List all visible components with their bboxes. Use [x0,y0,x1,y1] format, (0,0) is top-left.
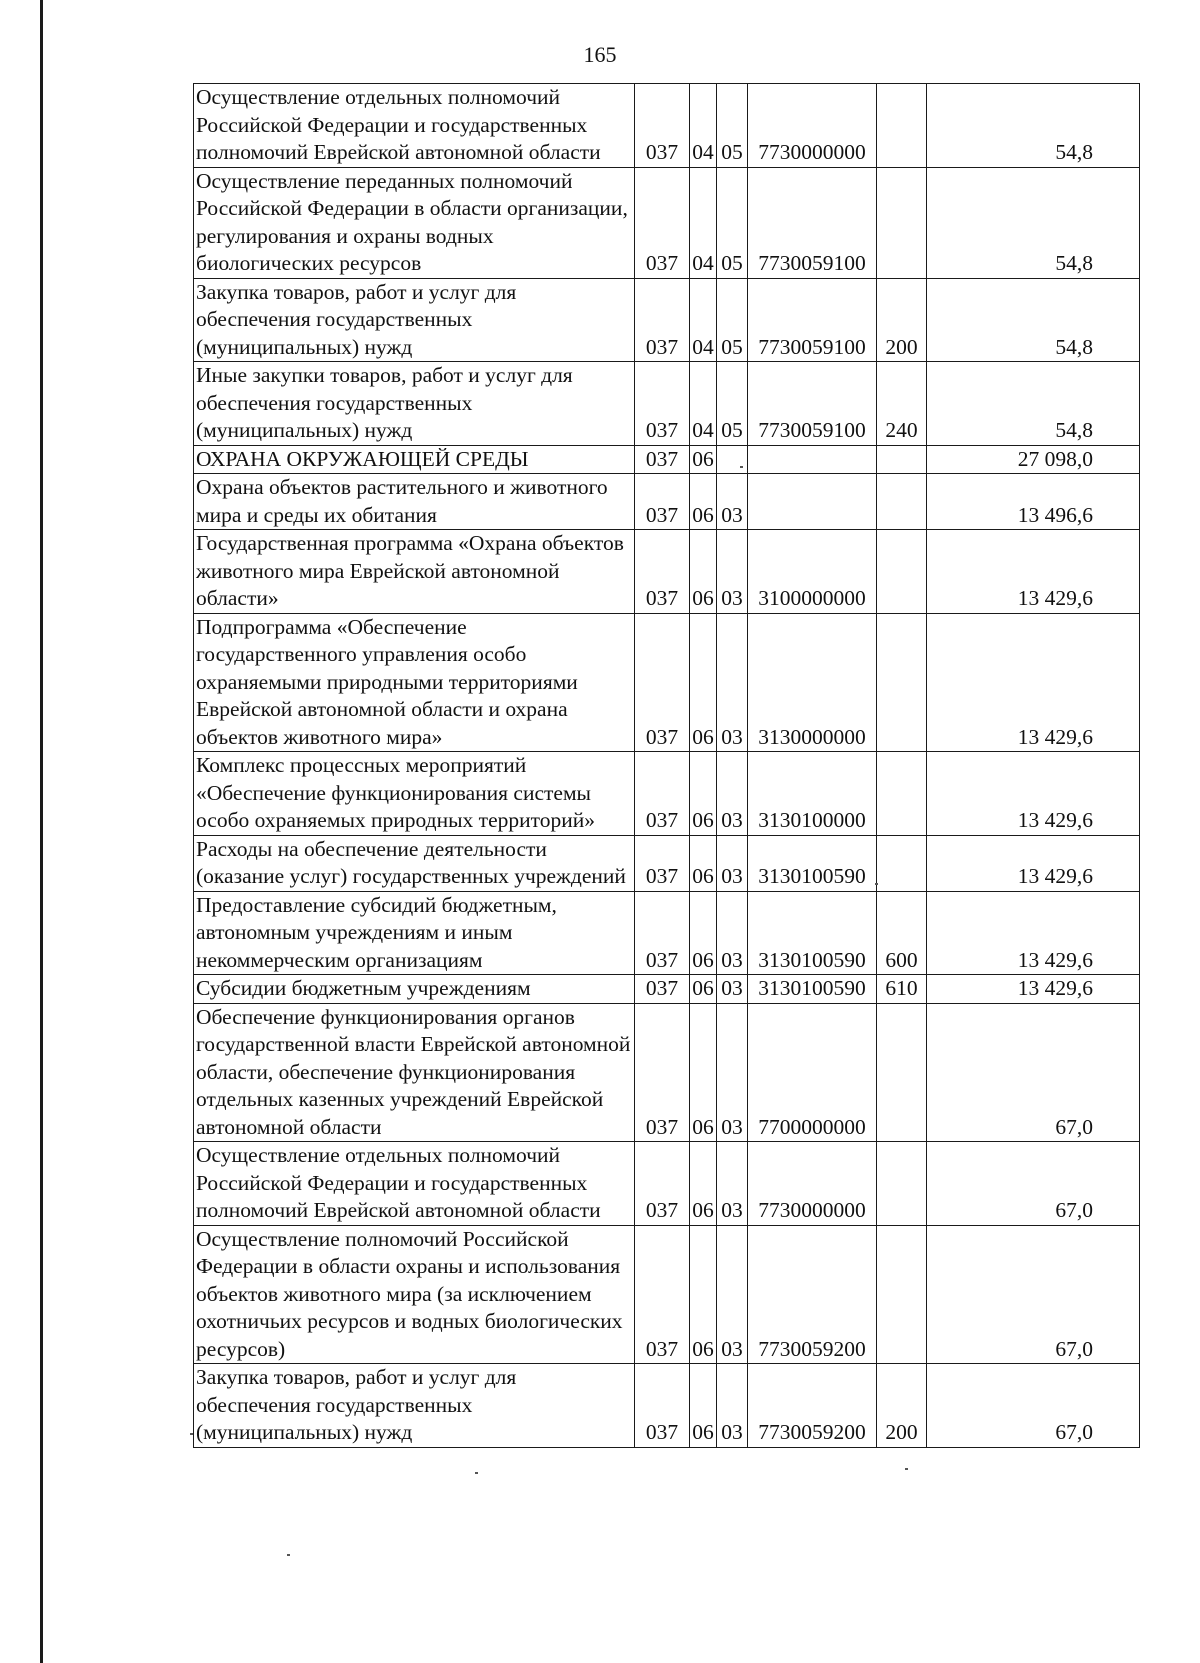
amount-cell: 27 098,0 [927,445,1140,474]
row-name-cell: Осуществление отдельных полномочий Российской Федерации и государственных полномочий Еврейской автономной области [194,1142,635,1226]
amount-cell: 13 429,6 [927,752,1140,836]
subsection-code-cell: 05 [717,278,748,362]
expense-type-cell: 200 [877,1364,927,1448]
section-code-cell: 06 [690,1364,717,1448]
table-row [194,752,1140,836]
table-row [194,891,1140,975]
subsection-code-cell: 05 [717,84,748,168]
subsection-code-cell: 03 [717,530,748,614]
section-code-cell: 06 [690,1225,717,1364]
section-code-cell: 04 [690,362,717,446]
row-name-cell: Комплекс процессных мероприятий «Обеспечение функционирования системы особо охраняемых природных территорий» [194,752,635,836]
expense-type-cell [877,1003,927,1142]
ministry-code-cell: 037 [635,891,690,975]
section-code-cell: 06 [690,752,717,836]
section-code-cell: 06 [690,530,717,614]
row-name-cell: Иные закупки товаров, работ и услуг для обеспечения государственных (муниципальных) нужд [194,362,635,446]
expense-type-cell [877,835,927,891]
amount-cell: 67,0 [927,1142,1140,1226]
ministry-code-cell: 037 [635,752,690,836]
expense-type-cell [877,613,927,752]
row-name-cell: Закупка товаров, работ и услуг для обеспечения государственных (муниципальных) нужд [194,278,635,362]
ministry-code-cell: 037 [635,1364,690,1448]
target-article-cell: 7730059200 [748,1225,877,1364]
section-code-cell: 06 [690,445,717,474]
target-article-cell: 3130100590 [748,835,877,891]
ministry-code-cell: 037 [635,167,690,278]
expense-type-cell [877,474,927,530]
table-row [194,445,1140,474]
table-row [194,1142,1140,1226]
scan-speck [287,1554,290,1556]
table-row [194,835,1140,891]
section-code-cell: 04 [690,278,717,362]
ministry-code-cell: 037 [635,278,690,362]
section-code-cell: 06 [690,891,717,975]
table-row [194,84,1140,168]
ministry-code-cell: 037 [635,835,690,891]
expense-type-cell: 240 [877,362,927,446]
row-name-cell: ОХРАНА ОКРУЖАЮЩЕЙ СРЕДЫ [194,445,635,474]
ministry-code-cell: 037 [635,530,690,614]
amount-cell: 67,0 [927,1003,1140,1142]
table-row [194,530,1140,614]
expense-type-cell: 600 [877,891,927,975]
amount-cell: 13 429,6 [927,891,1140,975]
amount-cell: 54,8 [927,278,1140,362]
target-article-cell [748,474,877,530]
row-name-cell: Осуществление полномочий Российской Федерации в области охраны и использования объектов животного мира (за исключением охотничьих ресурсов и водных биологических ресурсов) [194,1225,635,1364]
row-name-cell: Закупка товаров, работ и услуг для обеспечения государственных (муниципальных) нужд [194,1364,635,1448]
row-name-cell: Субсидии бюджетным учреждениям [194,975,635,1004]
amount-cell: 13 429,6 [927,613,1140,752]
target-article-cell: 3130100000 [748,752,877,836]
amount-cell: 13 429,6 [927,835,1140,891]
ministry-code-cell: 037 [635,362,690,446]
table-row [194,474,1140,530]
ministry-code-cell: 037 [635,1142,690,1226]
page-number: 165 [583,42,617,67]
subsection-code-cell: 03 [717,1142,748,1226]
subsection-code-cell: 03 [717,975,748,1004]
amount-cell: 54,8 [927,362,1140,446]
expense-type-cell: 200 [877,278,927,362]
expense-type-cell [877,1225,927,1364]
binding-margin-line [40,0,43,1663]
amount-cell: 54,8 [927,167,1140,278]
scan-speck [740,466,743,468]
ministry-code-cell: 037 [635,474,690,530]
target-article-cell: 3130100590 [748,891,877,975]
table-row [194,278,1140,362]
row-name-cell: Обеспечение функционирования органов государственной власти Еврейской автономной области, обеспечение функционирования отдельных казенных учреждений Еврейской автономной области [194,1003,635,1142]
subsection-code-cell: 03 [717,752,748,836]
target-article-cell: 7730000000 [748,84,877,168]
expense-type-cell [877,167,927,278]
expense-type-cell [877,84,927,168]
section-code-cell: 04 [690,84,717,168]
scan-speck [905,1468,908,1470]
target-article-cell: 7730059100 [748,167,877,278]
expense-type-cell [877,530,927,614]
section-code-cell: 06 [690,613,717,752]
table-row [194,613,1140,752]
ministry-code-cell: 037 [635,1225,690,1364]
section-code-cell: 04 [690,167,717,278]
subsection-code-cell: 03 [717,891,748,975]
table-row [194,1003,1140,1142]
row-name-cell: Осуществление отдельных полномочий Российской Федерации и государственных полномочий Еврейской автономной области [194,84,635,168]
target-article-cell: 7730059200 [748,1364,877,1448]
target-article-cell: 7700000000 [748,1003,877,1142]
target-article-cell: 3100000000 [748,530,877,614]
table-row [194,1225,1140,1364]
subsection-code-cell: 03 [717,1364,748,1448]
amount-cell: 13 429,6 [927,530,1140,614]
section-code-cell: 06 [690,1142,717,1226]
scan-speck [875,883,878,885]
subsection-code-cell: 05 [717,167,748,278]
section-code-cell: 06 [690,474,717,530]
row-name-cell: Подпрограмма «Обеспечение государственного управления особо охраняемыми природными территориями Еврейской автономной области и охрана объектов животного мира» [194,613,635,752]
ministry-code-cell: 037 [635,84,690,168]
ministry-code-cell: 037 [635,613,690,752]
target-article-cell: 7730059100 [748,278,877,362]
ministry-code-cell: 037 [635,975,690,1004]
ministry-code-cell: 037 [635,1003,690,1142]
subsection-code-cell [717,445,748,474]
row-name-cell: Государственная программа «Охрана объектов животного мира Еврейской автономной области» [194,530,635,614]
section-code-cell: 06 [690,975,717,1004]
subsection-code-cell: 03 [717,1225,748,1364]
target-article-cell: 7730000000 [748,1142,877,1226]
expense-type-cell: 610 [877,975,927,1004]
row-name-cell: Расходы на обеспечение деятельности (оказание услуг) государственных учреждений [194,835,635,891]
subsection-code-cell: 05 [717,362,748,446]
amount-cell: 13 429,6 [927,975,1140,1004]
subsection-code-cell: 03 [717,835,748,891]
table-row [194,362,1140,446]
scan-speck [475,1472,478,1474]
expense-type-cell [877,1142,927,1226]
row-name-cell: Охрана объектов растительного и животного мира и среды их обитания [194,474,635,530]
ministry-code-cell: 037 [635,445,690,474]
amount-cell: 54,8 [927,84,1140,168]
row-name-cell: Осуществление переданных полномочий Российской Федерации в области организации, регулирования и охраны водных биологических ресурсов [194,167,635,278]
scan-speck [190,1433,193,1435]
budget-table [193,83,1140,1448]
subsection-code-cell: 03 [717,1003,748,1142]
row-name-cell: Предоставление субсидий бюджетным, автономным учреждениям и иным некоммерческим организациям [194,891,635,975]
expense-type-cell [877,752,927,836]
amount-cell: 67,0 [927,1225,1140,1364]
target-article-cell: 3130000000 [748,613,877,752]
table-row [194,1364,1140,1448]
target-article-cell: 3130100590 [748,975,877,1004]
target-article-cell [748,445,877,474]
amount-cell: 13 496,6 [927,474,1140,530]
subsection-code-cell: 03 [717,474,748,530]
table-row [194,167,1140,278]
table-row [194,975,1140,1004]
section-code-cell: 06 [690,1003,717,1142]
subsection-code-cell: 03 [717,613,748,752]
amount-cell: 67,0 [927,1364,1140,1448]
target-article-cell: 7730059100 [748,362,877,446]
section-code-cell: 06 [690,835,717,891]
budget-table-body [194,84,1140,1448]
expense-type-cell [877,445,927,474]
